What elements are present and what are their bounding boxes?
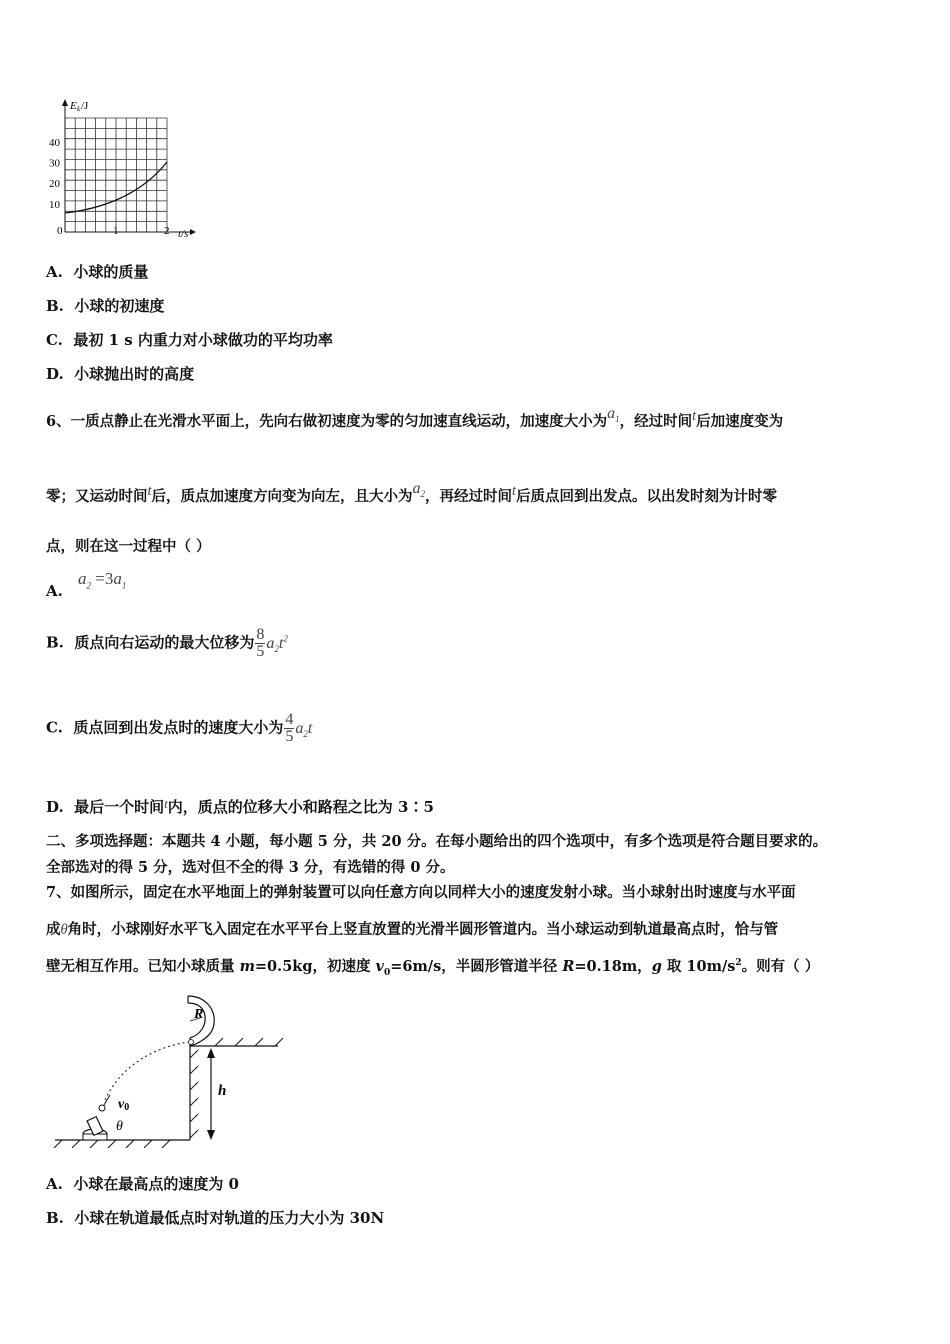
q5-option-c (46, 329, 333, 350)
ytick: 40 (49, 137, 60, 149)
var: a (266, 634, 275, 652)
option-text: 最后一个时间 (74, 798, 165, 816)
sup: 2 (735, 958, 742, 969)
option-letter: B. (46, 297, 64, 315)
ytick: 30 (49, 157, 60, 170)
sub: 2 (303, 728, 308, 739)
text: =0.18m， (574, 958, 652, 975)
q6-stem-line2 (46, 480, 778, 507)
math-g: g (651, 958, 662, 975)
sup: 2 (283, 633, 288, 644)
section2-line2: 全部选对的得 5 分，选对但不全的得 3 分，有选错的得 0 分。 (46, 859, 455, 876)
denominator: 5 (256, 643, 265, 660)
sub: 2 (274, 643, 279, 654)
math-theta: θ (60, 922, 68, 938)
numerator: 8 (256, 626, 265, 643)
option-text: 内，质点的位移大小和路程之比为 3∶5 (167, 798, 434, 816)
numerator: 4 (285, 711, 294, 728)
ytick: 20 (49, 178, 60, 190)
ek-t-graph (40, 96, 210, 246)
xtick: 0 (57, 225, 63, 237)
option-text: 小球在轨道最低点时对轨道的压力大小为 30N (74, 1209, 385, 1227)
q6-option-b (46, 627, 288, 660)
q7-stem-line1: 7、如图所示，固定在水平地面上的弹射装置可以向任意方向以同样大小的速度发射小球。当小球射出时速度与水平面 (46, 884, 796, 901)
option-letter: B. (46, 633, 64, 652)
option-text: 质点向右运动的最大位移为 (74, 633, 255, 652)
sub: 2 (420, 489, 426, 500)
q7-option-b (46, 1207, 384, 1228)
math-t: t (164, 796, 168, 811)
ylabel-unit: /J (81, 100, 89, 112)
q5-option-b (46, 295, 164, 316)
math-r: R (562, 958, 575, 975)
var: a (78, 569, 87, 588)
text: =0.5kg，初速度 (254, 958, 376, 975)
fig-label-h: h (218, 1083, 227, 1099)
option-letter: C. (46, 718, 63, 737)
option-text: 最初 1 s 内重力对小球做功的平均功率 (73, 331, 333, 349)
q6-option-d (46, 796, 434, 817)
text: 6、一质点静止在光滑水平面上，先向右做初速度为零的匀加速直线运动，加速度大小为 (46, 413, 608, 430)
text: =6m/s，半圆形管道半径 (390, 958, 563, 975)
var: a (295, 719, 304, 737)
fig-label-r: R (194, 1007, 204, 1022)
math-m: m (239, 958, 255, 975)
math-a2 (412, 480, 426, 500)
text: 壁无相互作用。已知小球质量 (46, 958, 240, 975)
equals: =3 (91, 569, 114, 588)
q5-option-d (46, 363, 194, 384)
var: v (118, 1097, 125, 1112)
sub: 2 (86, 580, 91, 591)
q7-option-a (46, 1173, 239, 1194)
text: 后，质点加速度方向变为向左，且大小为 (151, 488, 413, 505)
option-letter: B. (46, 1209, 64, 1227)
option-letter: D. (46, 798, 64, 816)
option-letter: A. (46, 263, 63, 281)
text: ，经过时间 (619, 413, 693, 430)
text: 角时，小球刚好水平飞入固定在水平平台上竖直放置的光滑半圆形管道内。当小球运动到轨道最高点时，恰与管 (67, 921, 779, 938)
q5-option-a (46, 261, 148, 282)
q7-stem-line3 (46, 955, 819, 978)
option-text: 小球抛出时的高度 (74, 365, 195, 383)
option-text: 质点回到出发点时的速度大小为 (73, 718, 284, 737)
option-text: 小球在最高点的速度为 0 (73, 1175, 239, 1193)
fig-label-v (118, 1097, 129, 1113)
text: ，再经过时间 (425, 488, 513, 505)
ylabel-main: E (70, 100, 77, 112)
q6-stem-line3: 点，则在这一过程中（ ） (46, 538, 211, 555)
option-text: 小球的质量 (73, 263, 149, 281)
section2-line1: 二、多项选择题：本题共 4 小题，每小题 5 分，共 20 分。在每小题给出的四个选项中，有多个选项是符合题目要求的。 (46, 833, 828, 850)
q6-stem-line1 (46, 405, 784, 432)
text: 。则有（ ） (741, 958, 820, 975)
text: 后加速度变为 (696, 413, 784, 430)
option-letter: A. (46, 1175, 63, 1193)
math-tail (295, 720, 312, 737)
xlabel: t/s (178, 228, 189, 240)
ylabel-sub: k (77, 105, 81, 113)
math-tail (266, 635, 287, 652)
var: t (307, 719, 313, 737)
math-v: v (375, 958, 384, 975)
denominator: 5 (285, 728, 294, 745)
text: 成 (46, 921, 61, 938)
sub: 1 (121, 580, 127, 591)
option-text: 小球的初速度 (74, 297, 165, 315)
xtick: 2 (164, 225, 170, 237)
q7-stem-line2 (46, 918, 778, 939)
ytick: 10 (49, 199, 60, 211)
option-letter: C. (46, 331, 63, 349)
math-t: t (692, 408, 697, 424)
option-letter: D. (46, 365, 64, 383)
var: a (607, 405, 616, 422)
fig-label-theta: θ (116, 1119, 123, 1134)
fraction (284, 712, 294, 745)
text: 零；又运动时间 (46, 488, 148, 505)
math-a1 (607, 405, 620, 425)
xtick: 1 (113, 225, 119, 237)
sub: 0 (124, 1102, 130, 1113)
text: 取 10m/s (661, 958, 736, 975)
var: a (412, 480, 421, 497)
text: 后质点回到出发点。以出发时刻为计时零 (516, 488, 778, 505)
q6-option-c (46, 712, 312, 745)
q6-option-a-math (78, 569, 126, 590)
var: t (278, 634, 284, 652)
var: a (113, 569, 122, 588)
q6-option-a-letter: A. (46, 582, 63, 600)
fraction (255, 627, 265, 660)
sub: 0 (383, 967, 391, 978)
sub: 1 (615, 414, 620, 425)
math-t: t (147, 483, 152, 499)
math-t: t (512, 483, 517, 499)
q7-figure (50, 988, 290, 1148)
